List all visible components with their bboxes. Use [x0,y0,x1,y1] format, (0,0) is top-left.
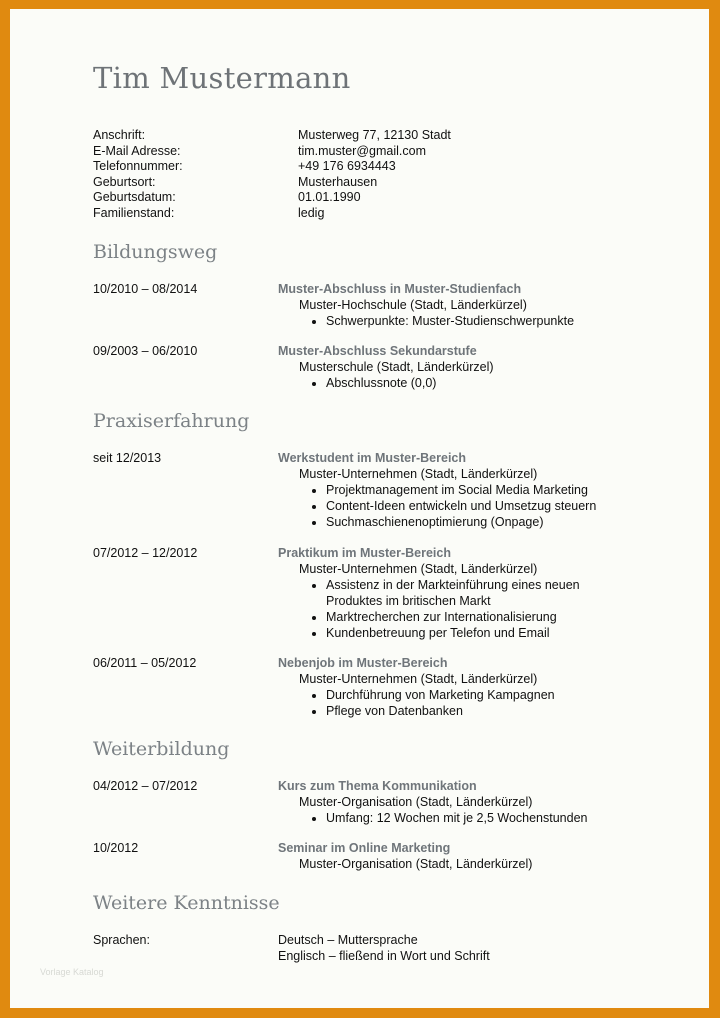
entry-bullets [278,687,653,719]
language-item: Englisch – fließend in Wort und Schrift [278,949,490,963]
education-entry [93,281,653,329]
bullet-item: • Projektmanagement im Social Media Marketing [326,482,653,498]
personal-label: Anschrift: [93,128,146,142]
personal-row [93,175,451,191]
entry-date: 10/2010 – 08/2014 [93,282,198,296]
personal-row [93,190,451,206]
personal-label: E-Mail Adresse: [93,143,181,158]
entry-date: 06/2011 – 05/2012 [93,656,197,670]
personal-label: Telefonnummer: [93,159,183,173]
entry-organization: Muster-Unternehmen (Stadt, Länderkürzel) [299,562,538,576]
experience-entry [93,655,653,719]
personal-label: Geburtsort: [93,174,156,189]
entry-organization: Muster-Organisation (Stadt, Länderkürzel) [299,857,533,871]
bullet-item: • Abschlussnote (0,0) [326,375,653,391]
training-entry [93,840,653,872]
personal-row [93,159,451,175]
personal-value: ledig [298,205,325,220]
entry-title: Kurs zum Thema Kommunikation [278,779,477,793]
entry-title: Praktikum im Muster-Bereich [278,546,451,560]
entry-date: 04/2012 – 07/2012 [93,779,198,793]
entry-bullets [278,482,653,530]
entry-organization: Musterschule (Stadt, Länderkürzel) [299,360,494,374]
personal-value: Musterweg 77, 12130 Stadt [298,128,451,142]
languages-label: Sprachen: [93,933,150,947]
entry-organization: Muster-Unternehmen (Stadt, Länderkürzel) [299,467,538,481]
entry-title: Muster-Abschluss in Muster-Studienfach [278,282,522,296]
language-item: Deutsch – Muttersprache [278,933,418,947]
entry-title: Seminar im Online Marketing [278,841,451,855]
experience-entry [93,545,653,641]
watermark: Vorlage Katalog [40,967,104,977]
entry-organization: Muster-Hochschule (Stadt, Länderkürzel) [299,298,527,312]
entry-bullets [278,810,653,826]
section-title-bildungsweg: Bildungsweg [93,241,218,263]
entry-bullets [278,375,653,391]
bullet-item: • Kundenbetreuung per Telefon und Email [326,625,608,641]
entry-title: Nebenjob im Muster-Bereich [278,656,448,670]
bullet-item: • Suchmaschienenoptimierung (Onpage) [326,514,653,530]
education-entry [93,343,653,391]
bullet-item: • Assistenz in der Markteinführung eines neuen Produktes im britischen Markt [326,577,608,609]
bullet-item: • Schwerpunkte: Muster-Studienschwerpunkte [326,313,653,329]
section-title-weitere-kenntnisse: Weitere Kenntnisse [93,892,280,914]
cv-page [10,9,709,1008]
personal-row [93,128,451,144]
entry-bullets [278,313,653,329]
entry-organization: Muster-Organisation (Stadt, Länderkürzel) [299,795,533,809]
bullet-item: • Marktrecherchen zur Internationalisierung [326,609,608,625]
bullet-item: • Durchführung von Marketing Kampagnen [326,687,653,703]
entry-date: seit 12/2013 [93,451,162,465]
entry-organization: Muster-Unternehmen (Stadt, Länderkürzel) [299,672,538,686]
bullet-item: • Content-Ideen entwickeln und Umsetzug steuern [326,498,653,514]
personal-value: 01.01.1990 [298,190,361,204]
experience-entry [93,450,653,530]
entry-date: 10/2012 [93,841,139,855]
personal-info [93,128,451,221]
cv-name: Tim Mustermann [93,61,351,95]
personal-label: Familienstand: [93,205,175,220]
personal-value: +49 176 6934443 [298,159,396,173]
bullet-item: • Pflege von Datenbanken [326,703,653,719]
entry-bullets [278,577,608,641]
personal-label: Geburtsdatum: [93,190,176,204]
training-entry [93,778,653,826]
bullet-item: • Umfang: 12 Wochen mit je 2,5 Wochenstunden [326,810,653,826]
entry-title: Werkstudent im Muster-Bereich [278,451,467,465]
personal-row [93,206,451,222]
personal-value: tim.muster@gmail.com [298,143,426,158]
entry-date: 07/2012 – 12/2012 [93,546,198,560]
section-title-praxiserfahrung: Praxiserfahrung [93,410,250,432]
personal-row [93,144,451,160]
personal-value: Musterhausen [298,174,378,189]
entry-date: 09/2003 – 06/2010 [93,344,198,358]
entry-title: Muster-Abschluss Sekundarstufe [278,344,477,358]
languages-entry [93,932,653,964]
section-title-weiterbildung: Weiterbildung [93,738,230,760]
